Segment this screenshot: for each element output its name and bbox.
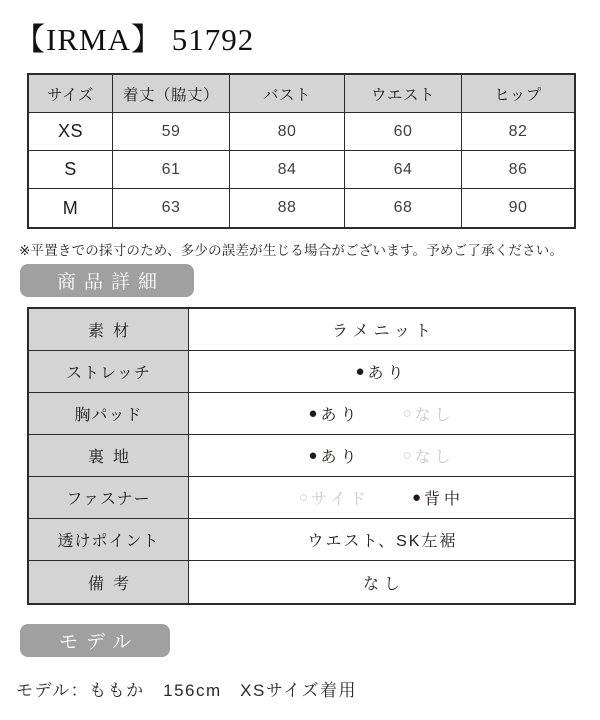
option-label: サイド bbox=[311, 491, 370, 508]
option-label: 背中 bbox=[424, 491, 465, 508]
radio-filled-icon: ● bbox=[308, 405, 318, 422]
size-cell: M bbox=[29, 189, 113, 227]
option-label: なし bbox=[414, 407, 455, 424]
hip-col-header: ヒップ bbox=[462, 75, 574, 113]
radio-filled-icon: ● bbox=[308, 447, 318, 464]
hip-cell: 90 bbox=[508, 199, 528, 216]
length-cell: 63 bbox=[113, 189, 230, 227]
section-heading-label: モデル bbox=[58, 632, 140, 653]
length-cell: 59 bbox=[113, 113, 230, 151]
material-value: ラメニット bbox=[332, 323, 436, 340]
fastener-option-unselected bbox=[299, 486, 370, 509]
sheer-point-value: ウエスト、SK左裾 bbox=[307, 533, 458, 550]
lining-option-selected bbox=[308, 444, 360, 467]
measurement-note: ※平置きでの採寸のため、多少の誤差が生じる場合がございます。予めご了承ください。 bbox=[19, 243, 564, 258]
option-label: あり bbox=[320, 407, 361, 424]
lining-label: 裏地 bbox=[29, 435, 189, 477]
bust-cell: 80 bbox=[230, 113, 345, 151]
chest-pad-label: 胸パッド bbox=[29, 393, 189, 435]
radio-empty-icon: ○ bbox=[402, 405, 412, 422]
hip-cell: 82 bbox=[462, 113, 574, 151]
hip-cell: 86 bbox=[462, 151, 574, 189]
radio-filled-icon: ● bbox=[355, 363, 365, 380]
remarks-value: なし bbox=[362, 575, 405, 593]
waist-col-header: ウエスト bbox=[345, 75, 462, 113]
product-details-table bbox=[27, 307, 576, 605]
option-label: なし bbox=[414, 449, 455, 466]
length-col-header: 着丈（脇丈） bbox=[113, 75, 230, 113]
remarks-label: 備考 bbox=[29, 561, 189, 603]
sheer-point-label: 透けポイント bbox=[29, 519, 189, 561]
material-label: 素材 bbox=[29, 309, 189, 351]
bust-col-header: バスト bbox=[230, 75, 345, 113]
waist-cell: 64 bbox=[345, 151, 462, 189]
radio-filled-icon: ● bbox=[411, 489, 421, 506]
size-table bbox=[27, 73, 576, 229]
page-title: 【IRMA】 51792 bbox=[14, 22, 255, 57]
waist-cell: 68 bbox=[345, 189, 462, 227]
section-heading-model bbox=[20, 624, 170, 657]
option-label: あり bbox=[320, 449, 361, 466]
length-cell: 61 bbox=[113, 151, 230, 189]
waist-cell: 60 bbox=[345, 113, 462, 151]
size-col-header: サイズ bbox=[29, 75, 113, 113]
size-cell: XS bbox=[29, 113, 113, 151]
model-info: モデル：ももか 156cm XSサイズ着用 bbox=[16, 681, 357, 700]
option-label: あり bbox=[367, 365, 408, 382]
size-cell: S bbox=[29, 151, 113, 189]
bust-cell: 84 bbox=[230, 151, 345, 189]
stretch-option-selected bbox=[355, 360, 407, 383]
bust-cell: 88 bbox=[230, 189, 345, 227]
radio-empty-icon: ○ bbox=[298, 489, 309, 506]
stretch-label: ストレッチ bbox=[29, 351, 189, 393]
radio-empty-icon: ○ bbox=[402, 447, 412, 464]
chest-pad-option-selected bbox=[308, 402, 360, 425]
section-heading-product-details bbox=[20, 264, 194, 297]
chest-pad-option-unselected bbox=[403, 402, 455, 425]
fastener-option-selected bbox=[412, 486, 464, 509]
lining-option-unselected bbox=[403, 444, 455, 467]
fastener-label: ファスナー bbox=[29, 477, 189, 519]
section-heading-label: 商品詳細 bbox=[56, 272, 165, 293]
